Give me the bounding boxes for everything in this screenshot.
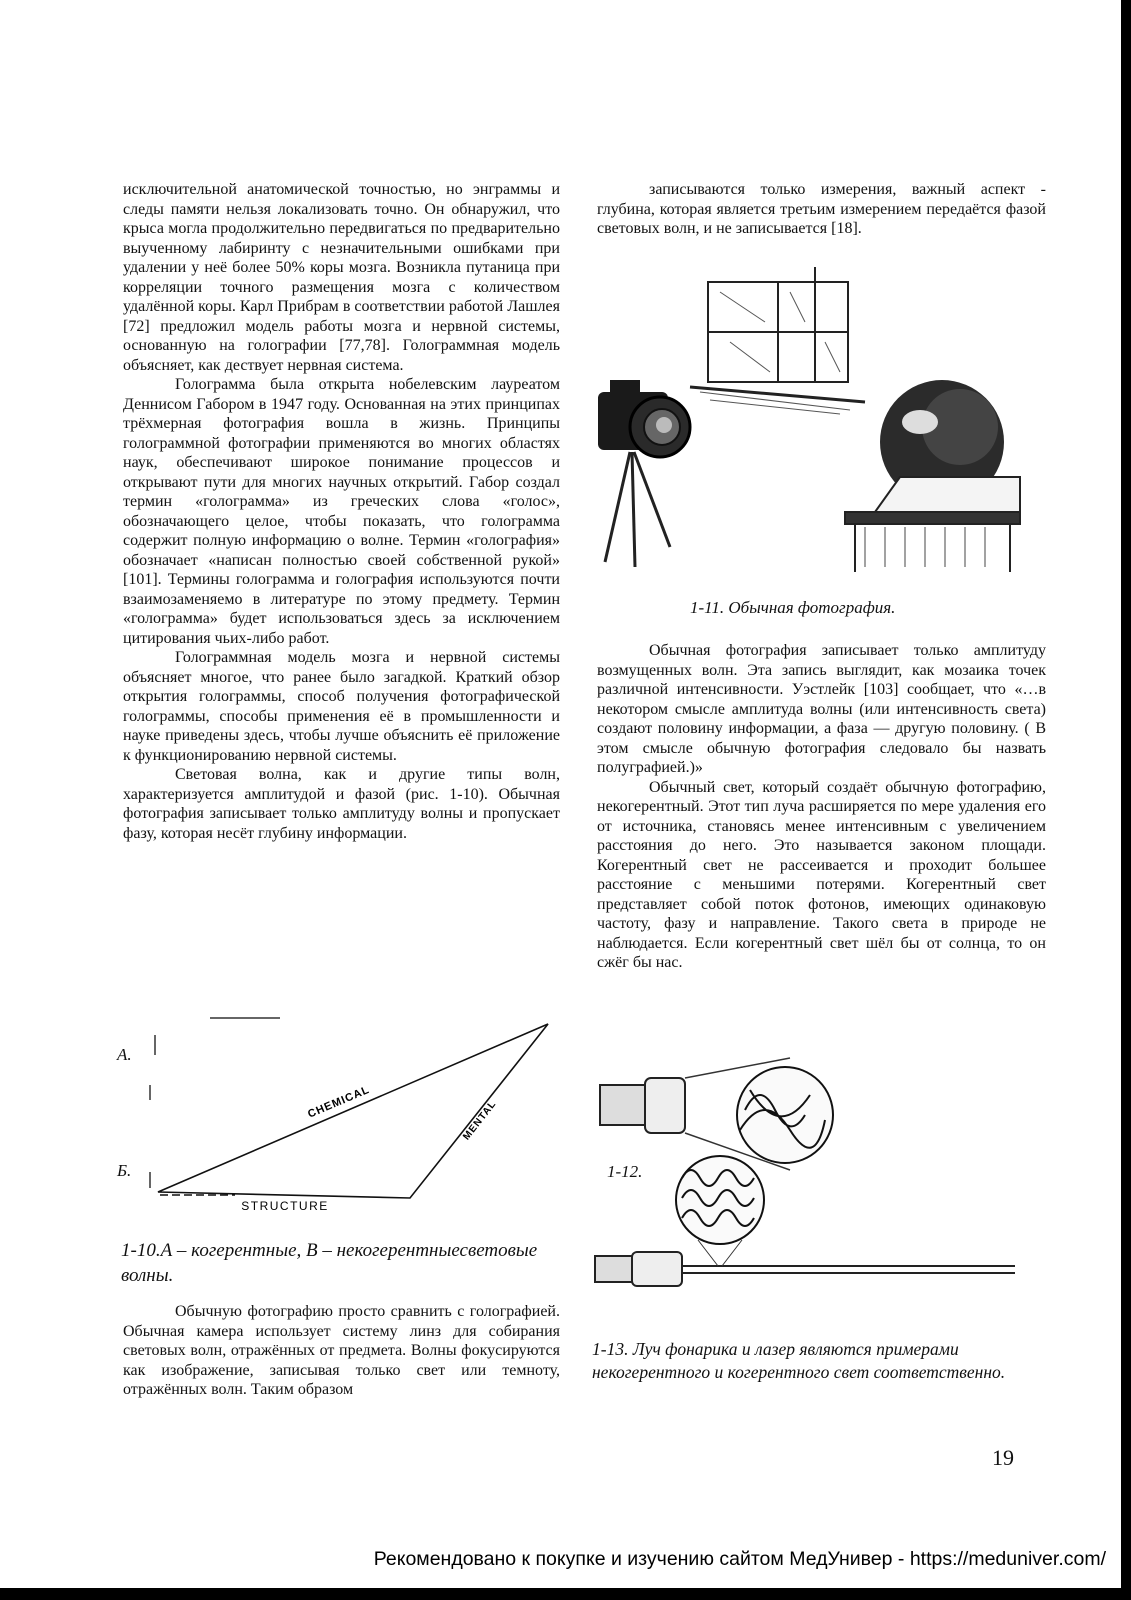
paragraph: исключительной анатомической точностью, но энграммы и следы памяти нельзя локализовать точно. Он обнаружил, что крыса могла продолжительно передвигаться по предварительно выученному лабиринту с незначительными ошибками при удалении у неё более 50% коры мозга. Возникла путаница при корреляции точного размещения мозга с количеством удалённой коры. Карл Прибрам в соответствии работой Лашлея [72] предложил модель работы мозга и нервной системы, основанную на голографии [77,78]. Голограммная модель объясняет, как дествует нервная система. [123, 181, 560, 374]
figure-1-11-caption: 1-11. Обычная фотография. [690, 598, 896, 617]
right-column [597, 180, 1046, 239]
paragraph: Обычный свет, который создаёт обычную фотографию, некогерентный. Этот тип луча расширяется по мере удаления его от источника, становясь менее интенсивным с увеличением расстояния до него. Это называется законом площади. Когерентный свет не рассеивается и проходит большее расстояние с меньшими потерями. Когерентный свет представляет собой поток фотонов, имеющих одинаковую частоту, фазу и направление. Такого света в природе не наблюдается. Если когерентный свет шёл бы от солнца, то он сжёг бы нас. [597, 778, 1046, 971]
page-number: 19 [992, 1445, 1014, 1470]
right-border [1121, 0, 1131, 1600]
footer-banner: Рекомендовано к покупке и изучению сайтом МедУнивер - https://meduniver.com/ [373, 1548, 1106, 1570]
figure-1-13-caption: 1-13. Луч фонарика и лазер являются примерами некогерентного и когерентного свет соответственно. [592, 1339, 1006, 1382]
figure-1-12-1-13-illustration [590, 1020, 1030, 1310]
paragraph: записываются только измерения, важный аспект - глубина, которая является третьим измерением передаётся фазой световых волн, и не записывается [18]. [597, 181, 1046, 237]
laser-icon [595, 1252, 682, 1286]
camera-icon [598, 380, 690, 457]
figure-1-12-label: 1-12. [607, 1162, 643, 1181]
figure-1-11-illustration [590, 262, 1030, 580]
paragraph: Световая волна, как и другие типы волн, характеризуется амплитудой и фазой (рис. 1-10). Обычная фотография записывает только амплитуду волны и пропускает фазу, которая несёт глубину информации. [123, 766, 560, 842]
paragraph: Голограмма была открыта нобелевским лауреатом Деннисом Габором в 1947 году. Основанная на этих принципах трёхмерная фотография вошла в жизнь. Принципы голограммной фотографии применяются во многих областях наук, обеспечивают широкое понимание процессов и открывают пути для многих научных открытий. Габор создал термин «голограмма» из греческих слова «голос», обозначающего целое, чтобы показать, что голограмма содержит полную информацию о волне. Термин «голография» обозначает «написан полностью своей собственной рукой» [101]. Термины голограмма и голография используются почти взаимозаменяемо в литературе по этому предмету. Термин «голограмма» будет использоваться здесь за исключением цитирования чьих-либо работ. [123, 376, 560, 647]
figure-1-10-label-b: Б. [117, 1161, 132, 1180]
figure-1-10-label-a: А. [117, 1045, 132, 1064]
side-structure-label: STRUCTURE [241, 1199, 329, 1213]
right-column-lower [597, 641, 1046, 973]
paragraph: Обычную фотографию просто сравнить с голографией. Обычная камера использует систему линз для собирания световых волн, отражённых от предмета. Волны фокусируются как изображение, записывая только свет или темноту, отражённых волн. Таким образом [123, 1303, 560, 1398]
flashlight-icon [600, 1078, 685, 1133]
bottom-border [0, 1588, 1131, 1600]
paragraph: Голограммная модель мозга и нервной системы объясняет многое, что ранее было загадкой. Краткий обзор открытия голограммы, способ получения фотографической голограммы, способы применения её в промышленности и науке приведены здесь, чтобы лучше объяснить её приложение к функционированию нервной системы. [123, 649, 560, 764]
figure-1-10-diagram [110, 1010, 560, 1220]
side-mental-label: MENTAL [461, 1098, 499, 1143]
paragraph: Обычная фотография записывает только амплитуду возмущенных волн. Эта запись выглядит, как мозаика точек различной интенсивности. Уэстлейк [103] сообщает, что «…в некотором смысле амплитуда волны (или интенсивность света) создают половину информации, а фаза — другую половину. ( В этом смысле обычную фотография следовало бы назвать полуграфией.)» [597, 642, 1046, 776]
side-chemical-label: CHEMICAL [306, 1083, 372, 1121]
left-column [123, 180, 560, 843]
figure-1-10-caption: 1-10.А – когерентные, В – некогерентныесветовые волны. [121, 1240, 538, 1286]
left-column-lower [123, 1302, 560, 1400]
